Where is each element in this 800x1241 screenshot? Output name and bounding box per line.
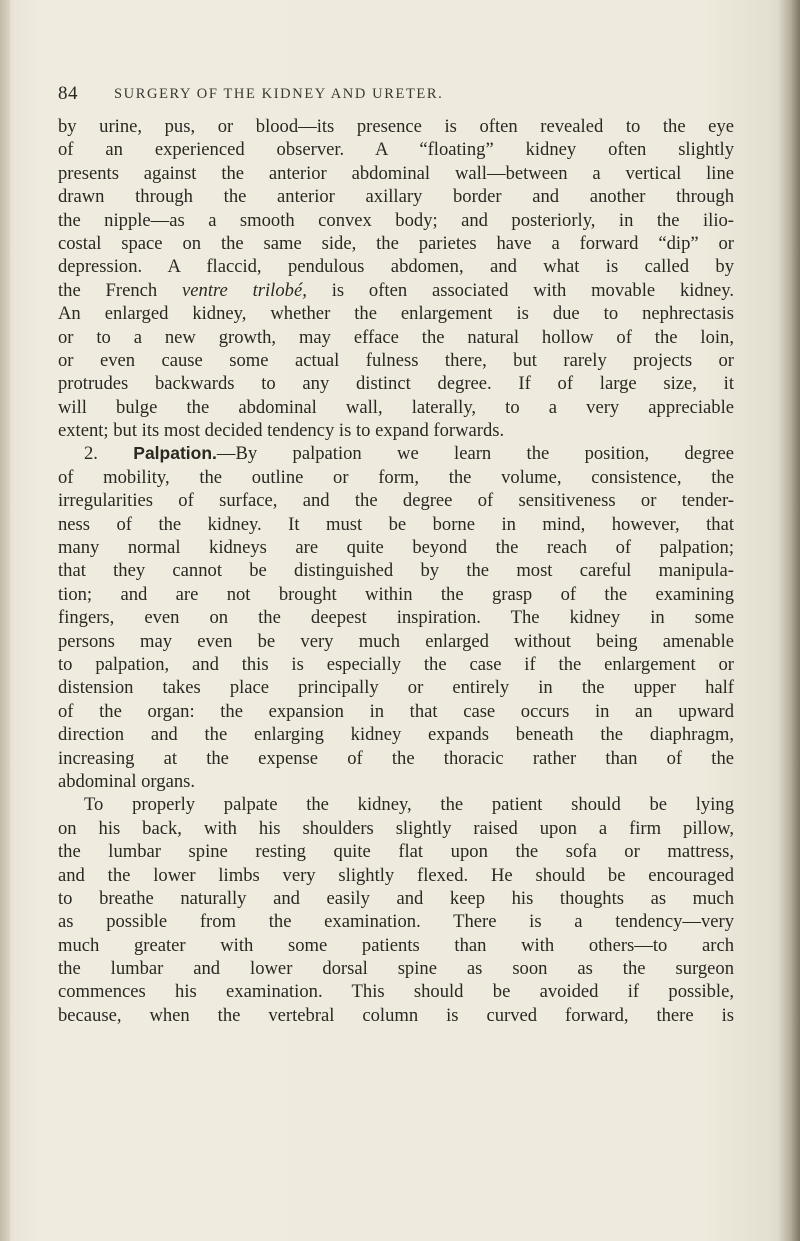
page-right-edge-shadow [778,0,800,1241]
text-line: direction and the enlarging kidney expands beneath the diaphragm, [58,724,734,746]
text-fragment: —By palpation we learn the position, degree [216,443,735,465]
text-line: persons may even be very much enlarged without being amenable [58,630,734,652]
text-line: of an experienced observer. A “floating” kidney often slightly [58,139,734,161]
text-line: distension takes place principally or entirely in the upper half [58,677,734,699]
text-line-palpation [58,442,734,465]
text-line: abdominal organs. [58,770,196,792]
section-number: 2. [84,443,134,465]
text-line: on his back, with his shoulders slightly raised upon a firm pillow, [58,817,734,839]
page-number: 84 [58,83,78,104]
text-line: irregularities of surface, and the degree of sensitiveness or tender- [58,490,734,512]
text-line: fingers, even on the deepest inspiration. The kidney in some [58,607,734,629]
text-line: the lumbar spine resting quite flat upon the sofa or mattress, [58,841,734,863]
text-line: presents against the anterior abdominal wall—between a vertical line [58,162,734,184]
text-line: or even cause some actual fulness there, but rarely projects or [58,349,734,371]
text-line-ventre-trilobe [58,279,734,302]
page-left-edge-shadow [0,0,10,1241]
text-line: many normal kidneys are quite beyond the reach of palpation; [58,537,734,559]
text-line: ness of the kidney. It must be borne in mind, however, that [58,513,734,535]
text-line: tion; and are not brought within the grasp of the examining [58,583,734,605]
text-line: depression. A flaccid, pendulous abdomen, and what is called by [58,256,734,278]
text-line: will bulge the abdominal wall, laterally, to a very appreciable [58,396,734,418]
body-text [58,115,734,1027]
text-line: of mobility, the outline or form, the volume, consistence, the [58,466,734,488]
text-line: to breathe naturally and easily and keep his thoughts as much [58,887,734,909]
text-line: protrudes backwards to any distinct degree. If of large size, it [58,373,734,395]
header-title: SURGERY OF THE KIDNEY AND URETER. [114,86,444,102]
text-line: and the lower limbs very slightly flexed. He should be encouraged [58,864,734,886]
text-line: drawn through the anterior axillary border and another through [58,186,734,208]
text-line: commences his examination. This should be avoided if possible, [58,981,734,1003]
text-line: extent; but its most decided tendency is to expand forwards. [58,420,505,442]
text-line: of the organ: the expansion in that case occurs in an upward [58,700,734,722]
text-line: increasing at the expense of the thoracic rather than of the [58,747,734,769]
running-head [58,83,718,107]
text-line: that they cannot be distinguished by the most careful manipula- [58,560,734,582]
text-line: To properly palpate the kidney, the patient should be lying [84,794,734,816]
text-line: the nipple—as a smooth convex body; and posteriorly, in the ilio- [58,209,734,231]
text-line: much greater with some patients than with others—to arch [58,934,734,956]
text-fragment: the French [58,279,183,301]
italic-term: ventre trilobé, [182,279,307,301]
text-line: as possible from the examination. There is a tendency—very [58,911,734,933]
text-line: by urine, pus, or blood—its presence is often revealed to the eye [58,116,734,137]
text-line: because, when the vertebral column is curved forward, there is [58,1004,734,1026]
text-line: An enlarged kidney, whether the enlargement is due to nephrectasis [58,303,734,325]
text-fragment: is often associated with movable kidney. [331,279,734,301]
text-line: the lumbar and lower dorsal spine as soon as the surgeon [58,958,734,980]
text-line: or to a new growth, may efface the natural hollow of the loin, [58,326,734,348]
text-line: costal space on the same side, the parietes have a forward “dip” or [58,232,734,254]
text-line: to palpation, and this is especially the case if the enlargement or [58,653,734,675]
section-heading-palpation: Palpation. [133,443,217,464]
